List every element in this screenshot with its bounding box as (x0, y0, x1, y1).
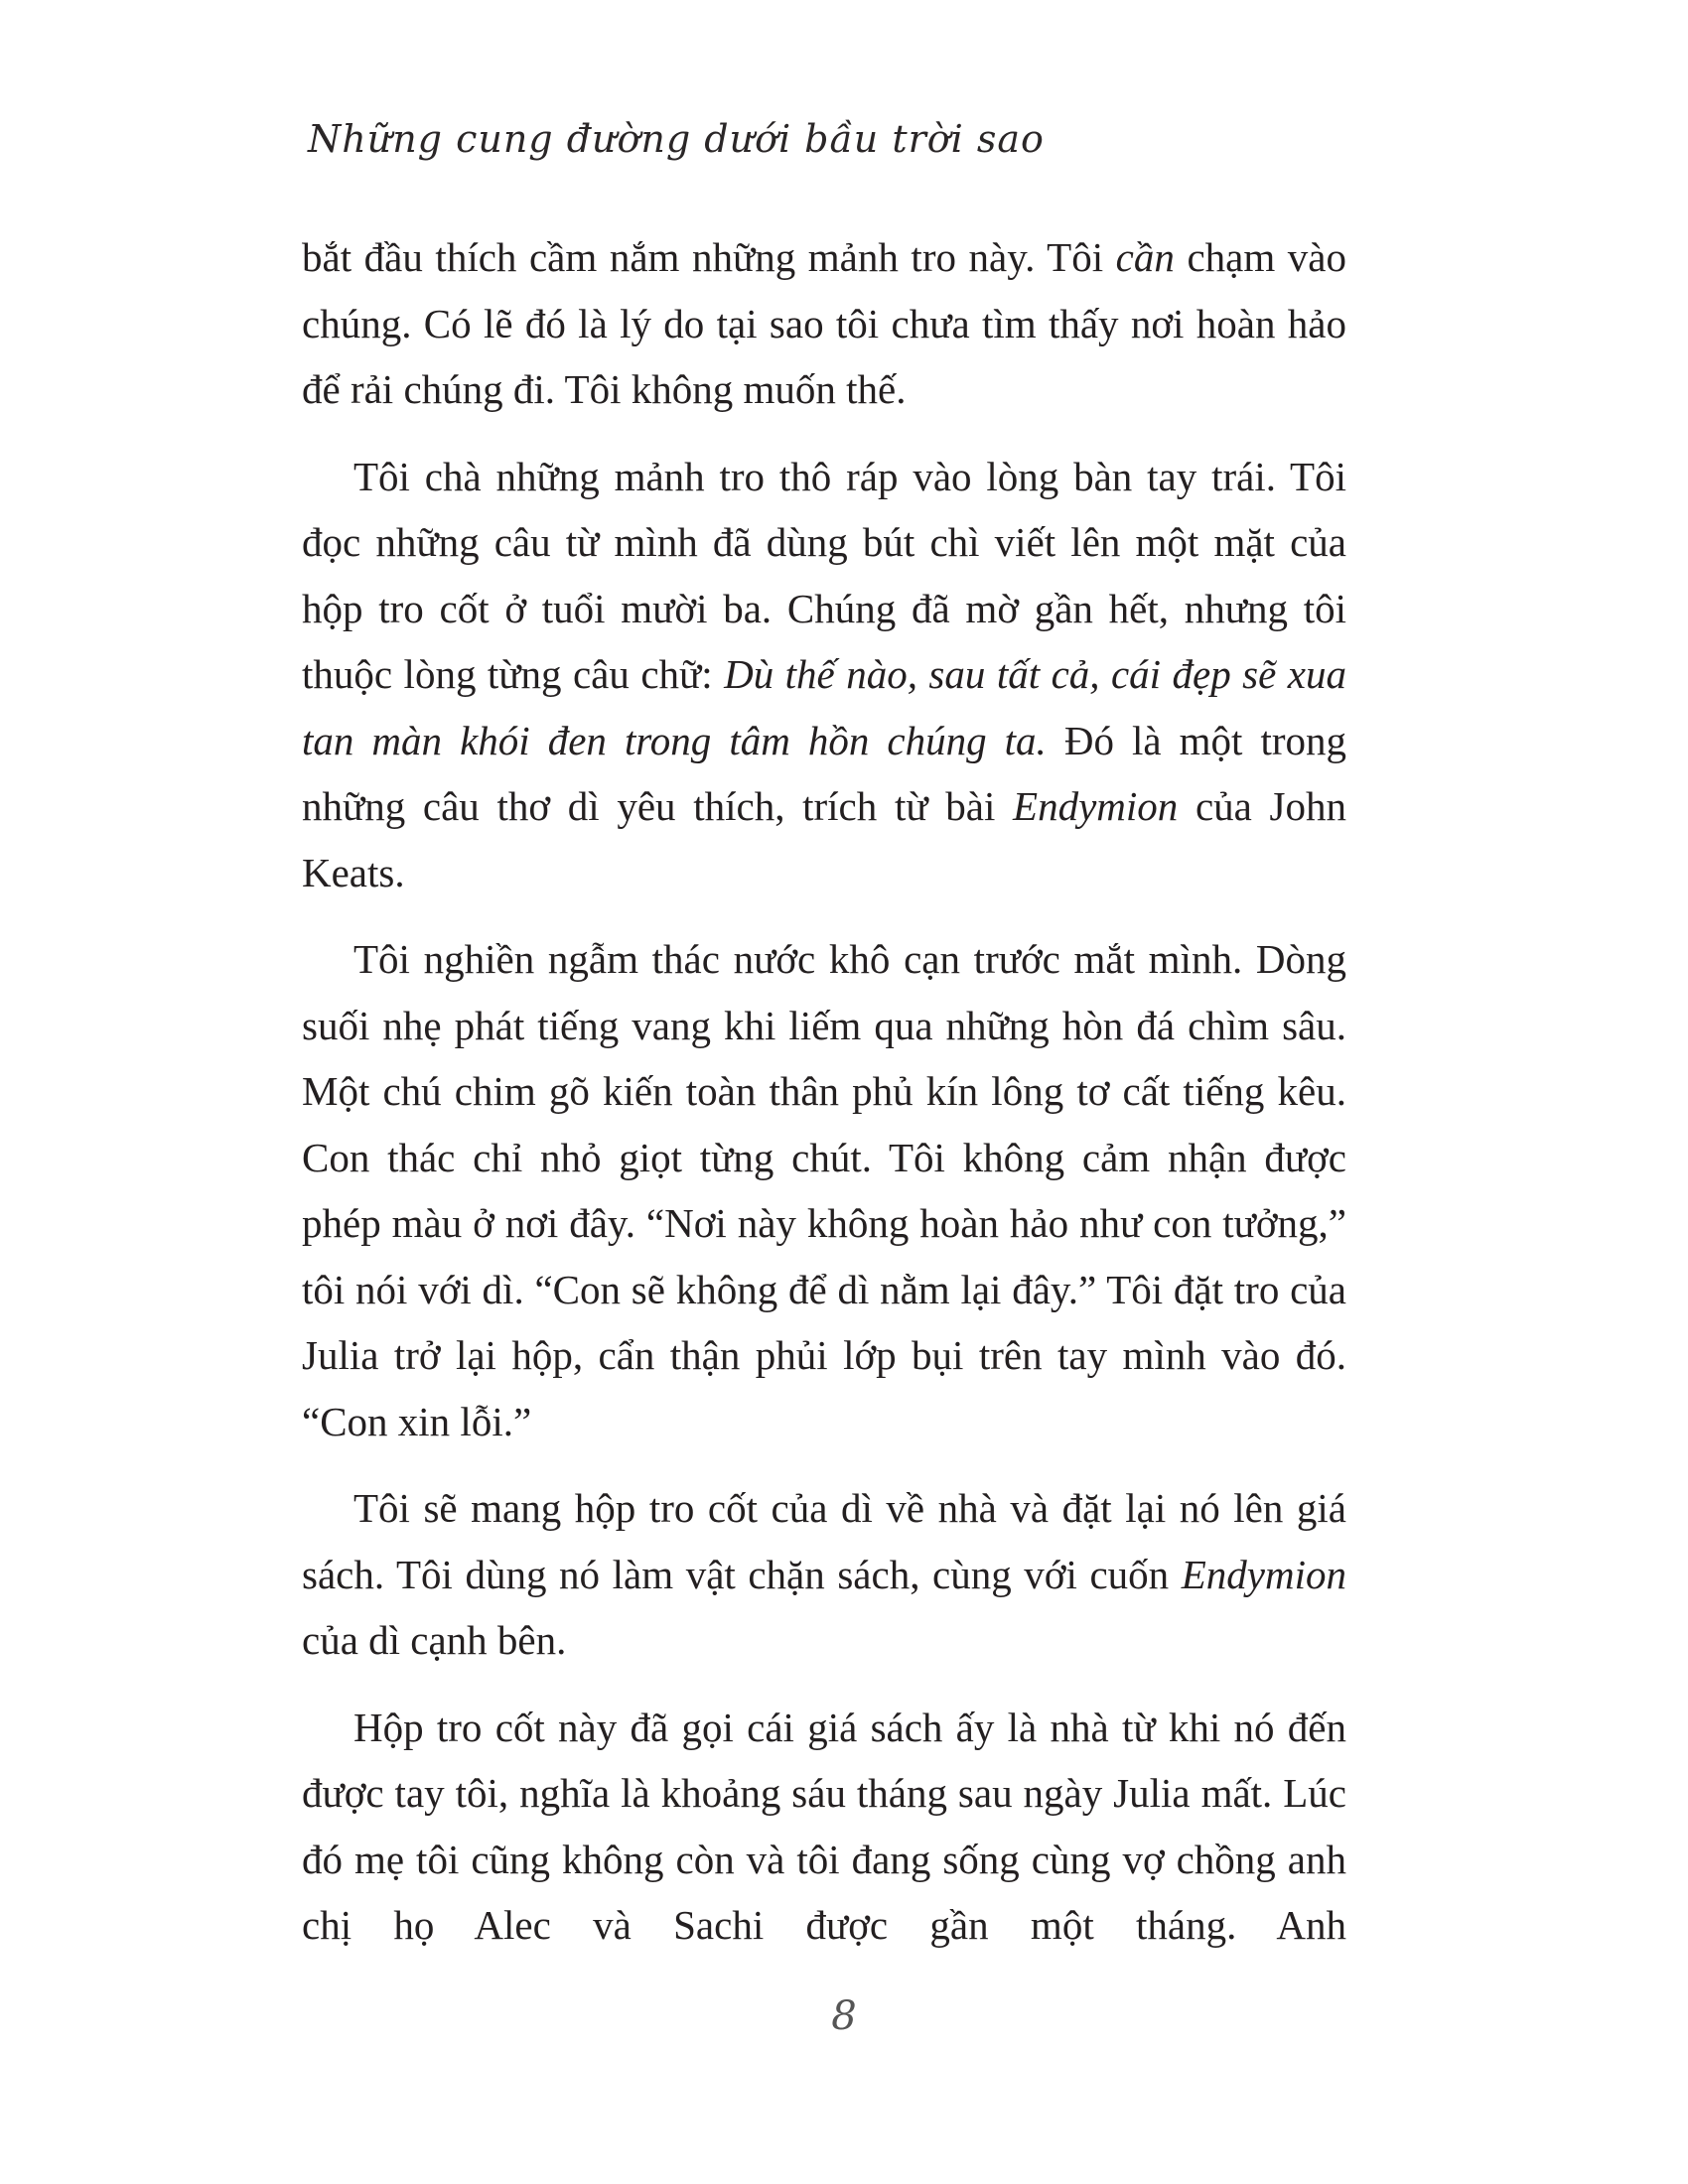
paragraph-3-text: Tôi nghiền ngẫm thác nước khô cạn trước mắt mình. Dòng suối nhẹ phát tiếng vang khi liếm qua những hòn đá chìm sâu. Một chú chim gõ kiến toàn thân phủ kín lông tơ cất tiếng kêu. Con thác chỉ nhỏ giọt từng chút. Tôi không cảm nhận được phép màu ở nơi đây. “Nơi này không hoàn hảo như con tưởng,” tôi nói với dì. “Con sẽ không để dì nằm lại đây.” Tôi đặt tro của Julia trở lại hộp, cẩn thận phủi lớp bụi trên tay mình vào đó. “Con xin lỗi.” (302, 936, 1346, 1444)
paragraph-4-title: Endymion (1181, 1551, 1346, 1597)
paragraph-3 (302, 926, 1346, 1454)
paragraph-1-text-end: chạm vào chúng. Có lẽ đó là lý do tại sao tôi chưa tìm thấy nơi hoàn hảo để rải chúng đi. Tôi không muốn thế. (302, 234, 1346, 412)
paragraph-4-text-end: của dì cạnh bên. (302, 1617, 567, 1663)
paragraph-1-text: bắt đầu thích cầm nắm những mảnh tro này. Tôi (302, 234, 1116, 280)
paragraph-2-quote: Dù thế nào, sau tất cả, cái đẹp sẽ xua tan màn khói đen trong tâm hồn chúng ta. (302, 651, 1346, 763)
paragraph-2-title: Endymion (1013, 783, 1179, 829)
paragraph-1 (302, 224, 1346, 423)
paragraph-4-text: Tôi sẽ mang hộp tro cốt của dì về nhà và đặt lại nó lên giá sách. Tôi dùng nó làm vật chặn sách, cùng với cuốn (302, 1485, 1346, 1597)
paragraph-4 (302, 1475, 1346, 1674)
paragraph-2 (302, 444, 1346, 906)
running-header-title: Những cung đường dưới bầu trời sao (308, 117, 1045, 161)
paragraph-5-text: Hộp tro cốt này đã gọi cái giá sách ấy là nhà từ khi nó đến được tay tôi, nghĩa là khoảng sáu tháng sau ngày Julia mất. Lúc đó mẹ tôi cũng không còn và tôi đang sống cùng vợ chồng anh chị họ Alec và Sachi được gần một tháng. Anh (302, 1704, 1346, 1948)
paragraph-2-text-end: của John Keats. (302, 783, 1347, 895)
paragraph-2-text: Tôi chà những mảnh tro thô ráp vào lòng bàn tay trái. Tôi đọc những câu từ mình đã dùng bút chì viết lên một mặt của hộp tro cốt ở tuổi mười ba. Chúng đã mờ gần hết, nhưng tôi thuộc lòng từng câu chữ: (302, 453, 1346, 697)
page-number: 8 (831, 1993, 857, 2039)
paragraph-2-text-mid: Đó là một trong những câu thơ dì yêu thích, trích từ bài (302, 717, 1346, 829)
paragraph-1-emphasis: cần (1115, 234, 1175, 280)
paragraph-5 (302, 1695, 1346, 1959)
body-text (302, 224, 1346, 1979)
